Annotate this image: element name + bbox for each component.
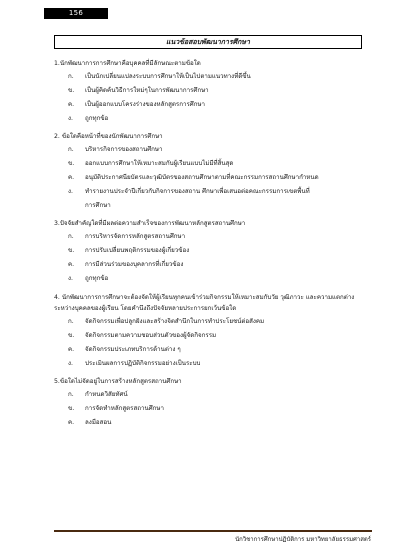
option-text: การจัดทำหลักสูตรสถานศึกษา [85,405,164,412]
option-marker: ข. [68,87,75,94]
option-text: จัดกิจกรรมเพื่อปลูกฝังและสร้างจิตสำนึกในการทำประโยชน์ต่อสังคม [85,318,265,325]
question-2: 2. ข้อใดคือหน้าที่ของนักพัฒนาการศึกษา [54,133,163,140]
option-marker: ง. [68,115,73,122]
option [54,360,374,368]
option-text: อนุมัติประกาศนียบัตรและวุฒิบัตรของสถานศึกษาตามที่คณะกรรมการสถานศึกษากำหนด [85,174,319,181]
question-1: 1.นักพัฒนาการการศึกษาคือบุคคลที่มีลักษณะตามข้อใด [54,60,201,67]
option-text: จัดกิจกรรมประเภทบริการด้านต่าง ๆ [85,346,181,353]
option-marker: ค. [68,261,75,268]
option-text: เป็นผู้คิดค้นวิธีการใหม่ๆในการพัฒนาการศึกษา [85,87,209,94]
option-marker: ข. [68,405,75,412]
option [54,188,374,210]
option [54,174,374,182]
option-marker: ข. [68,332,75,339]
question-5: 5.ข้อใดไม่จัดอยู่ในการสร้างหลักสูตรสถานศึกษา [54,378,182,385]
option [54,146,374,154]
option [54,391,374,399]
option-text: จัดกิจกรรมตามความชอบส่วนตัวของผู้จัดกิจกรรม [85,332,217,339]
option [54,101,374,109]
option [54,233,374,241]
option-marker: ก. [68,146,74,153]
page-number: 156 [44,8,108,19]
question-4: 4. นักพัฒนาการการศึกษาจะต้องจัดให้ผู้เรียนทุกคนเข้าร่วมกิจกรรมให้เหมาะสมกับวัย วุฒิภาวะ และความแตกต่างระหว่างบุคคลของผู้เรียน โดยคำนึงถึงปัจจัยหลายประการยกเว้นข้อใด [54,294,355,312]
option-marker: ข. [68,247,75,254]
question-3-options [54,233,374,283]
option-text: ลงมือสอน [85,419,112,426]
document-title: แนวข้อสอบพัฒนาการศึกษา [54,35,362,49]
option-text: บริหารกิจการของสถานศึกษา [85,146,163,153]
question-2-options [54,146,374,210]
option-text: เป็นผู้ออกแบบโครงร่างของหลักสูตรการศึกษา [85,101,206,108]
option-marker: ก. [68,391,74,398]
option [54,318,374,326]
question-list [54,59,374,433]
option-marker: ก. [68,73,74,80]
option-marker: ง. [68,275,73,282]
option-text: การมีส่วนร่วมของบุคลากรที่เกี่ยวข้อง [85,261,184,268]
option [54,115,374,123]
option-marker: ค. [68,101,75,108]
option-marker: ค. [68,174,75,181]
option [54,346,374,354]
option [54,332,374,340]
option [54,87,374,95]
question-4-options [54,318,374,368]
option [54,405,374,413]
option [54,73,374,81]
option [54,247,374,255]
footer-text: นักวิชาการศึกษาปฏิบัติการ มหาวิทยาลัยธรรมศาสตร์ [235,536,371,543]
option [54,275,374,283]
option-text: ออกแบบการศึกษาให้เหมาะสมกับผู้เรียนแบบไม่มีที่สิ้นสุด [85,160,234,167]
option [54,160,374,168]
option-marker: ค. [68,346,75,353]
option-text: เป็นนักเปลี่ยนแปลงระบบการศึกษาให้เป็นไปตามแนวทางที่ดีขึ้น [85,73,251,80]
footer-divider [54,530,372,532]
option-text: กำหนดวิสัยทัศน์ [85,391,128,398]
question-1-options [54,73,374,123]
option-marker: ข. [68,160,75,167]
option-text: ถูกทุกข้อ [85,115,109,122]
option-text: การบริหารจัดการหลักสูตรสถานศึกษา [85,233,186,240]
option-text: ถูกทุกข้อ [85,275,109,282]
question-3: 3.ปัจจัยสำคัญใดที่มีผลต่อความสำเร็จของการพัฒนาหลักสูตรสถานศึกษา [54,220,246,227]
option-marker: ง. [68,360,73,367]
option [54,419,374,427]
option [54,261,374,269]
option-text: ทำรายงานประจำปีเกี่ยวกับกิจการของสถาน ศึกษาเพื่อเสนอต่อคณะกรรมการเขตพื้นที่ [85,188,310,195]
option-marker: ค. [68,419,75,426]
option-marker: ก. [68,318,74,325]
option-marker: ง. [68,188,73,195]
question-5-options [54,391,374,427]
option-text-continued: การศึกษา [85,202,111,209]
option-text: การปรับเปลี่ยนพฤติกรรมของผู้เกี่ยวข้อง [85,247,190,254]
option-text: ประเมินผลการปฏิบัติกิจกรรมอย่างเป็นระบบ [85,360,201,367]
option-marker: ก. [68,233,74,240]
